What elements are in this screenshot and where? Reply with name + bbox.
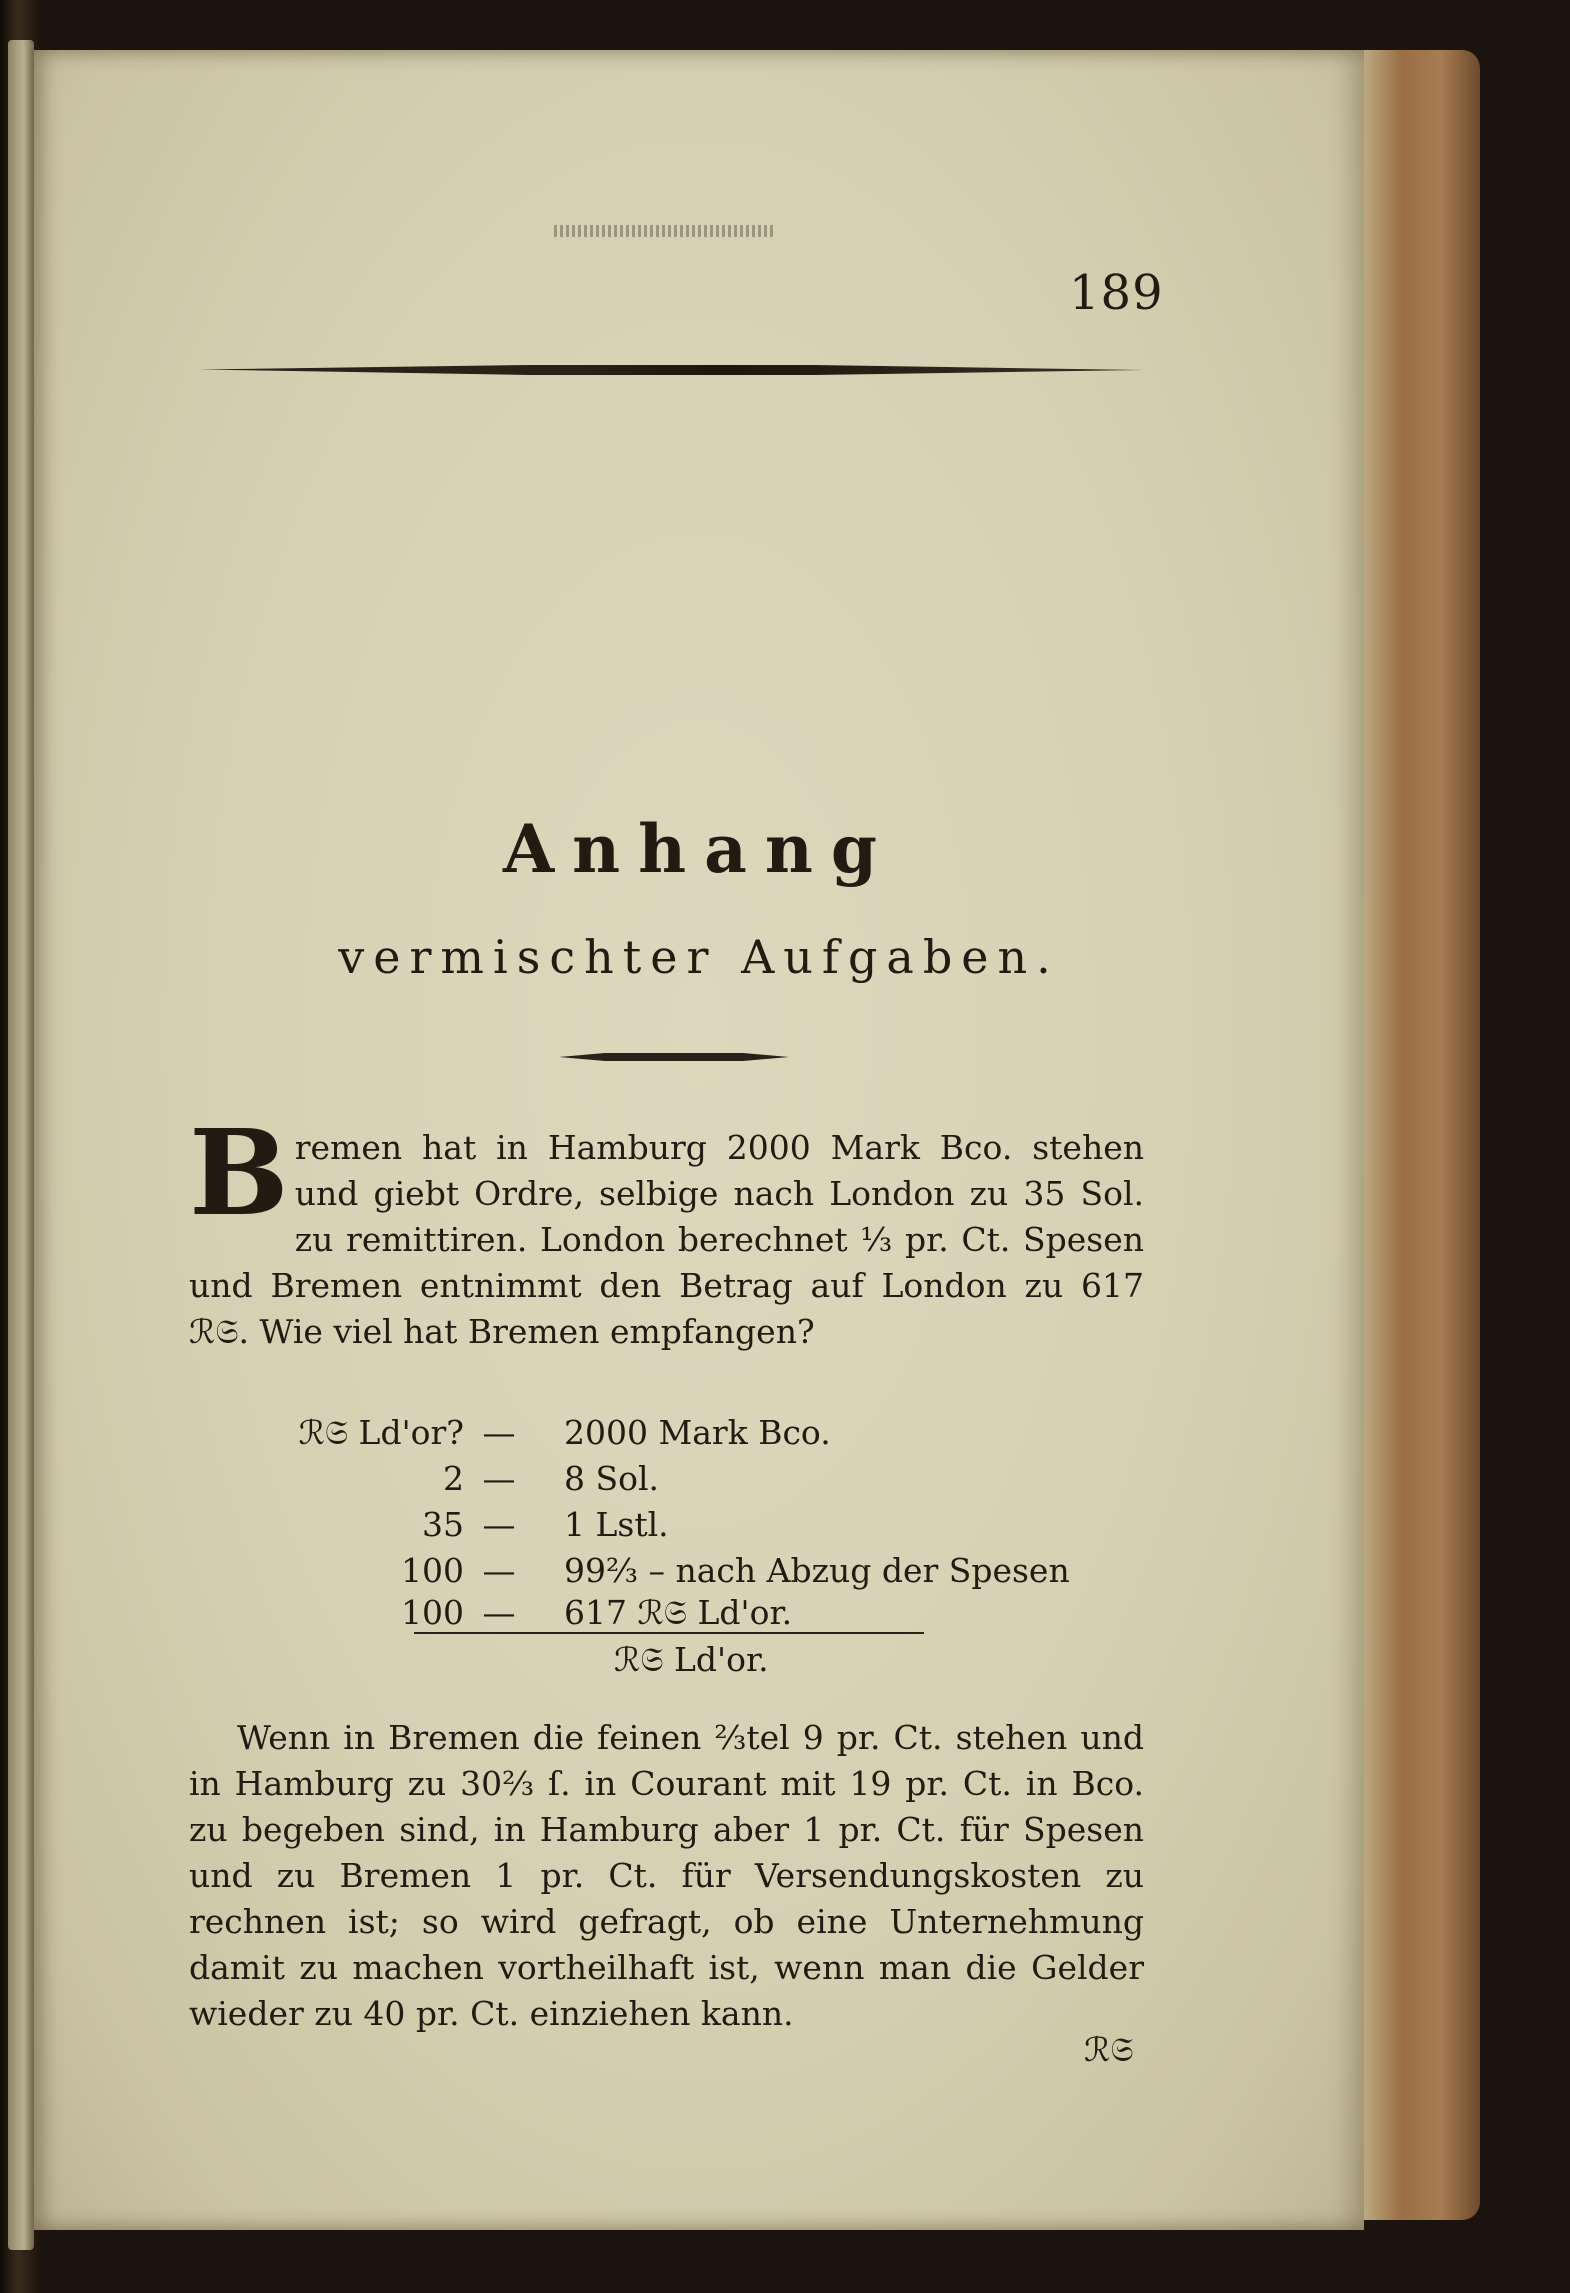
calc-left: 2	[443, 1459, 464, 1498]
header-ornament	[554, 225, 774, 237]
calc-right: 1 Lstl.	[564, 1505, 669, 1544]
drop-cap: B	[189, 1103, 289, 1242]
section-rule	[559, 1053, 789, 1061]
calculation-rule	[414, 1632, 924, 1634]
section-subtitle: vermischter Aufgaben.	[338, 930, 1060, 984]
problem-paragraph-1	[189, 1103, 1144, 1355]
page-number: 189	[1069, 265, 1164, 321]
paragraph-1-text: remen hat in Hamburg 2000 Mark Bco. stehen und giebt Ordre, selbige nach London zu 35 Sol. zu remittiren. London berechnet ⅓ pr. Ct. Spesen und Bremen entnimmt den Betrag auf London zu 617 ℛ𝔖. Wie viel hat Bremen empfangen?	[189, 1128, 1144, 1351]
calc-left: 35	[422, 1505, 464, 1544]
calculation-result: ℛ𝔖 Ld'or.	[614, 1640, 769, 1679]
calc-dash: —	[482, 1413, 516, 1452]
calc-left: 100	[401, 1551, 464, 1590]
book-cover-edge	[1350, 50, 1480, 2220]
calc-right: 8 Sol.	[564, 1459, 660, 1498]
calc-dash: —	[482, 1459, 516, 1498]
calc-right: 99⅔ – nach Abzug der Spesen	[564, 1551, 1070, 1590]
calc-dash: —	[482, 1551, 516, 1590]
calc-right: 617 ℛ𝔖 Ld'or.	[564, 1593, 793, 1632]
calc-left: 100	[401, 1593, 464, 1632]
calc-dash: —	[482, 1505, 516, 1544]
top-rule	[199, 365, 1144, 375]
catchword: ℛ𝔖	[1084, 2030, 1134, 2069]
calc-right: 2000 Mark Bco.	[564, 1413, 831, 1452]
calc-dash: —	[482, 1593, 516, 1632]
book-page	[34, 50, 1364, 2230]
section-title: Anhang	[502, 810, 896, 888]
problem-paragraph-2: Wenn in Bremen die feinen ⅔tel 9 pr. Ct. stehen und in Hamburg zu 30⅔ ſ. in Courant mit 19 pr. Ct. in Bco. zu begeben sind, in Hamburg aber 1 pr. Ct. für Spesen und zu Bremen 1 pr. Ct. für Versendungskosten zu rechnen ist; so wird gefragt, ob eine Unternehmung damit zu machen vortheilhaft ist, wenn man die Gelder wieder zu 40 pr. Ct. einziehen kann.	[189, 1718, 1144, 2033]
previous-page-edge	[8, 40, 34, 2250]
calc-left: ℛ𝔖 Ld'or?	[298, 1413, 464, 1452]
